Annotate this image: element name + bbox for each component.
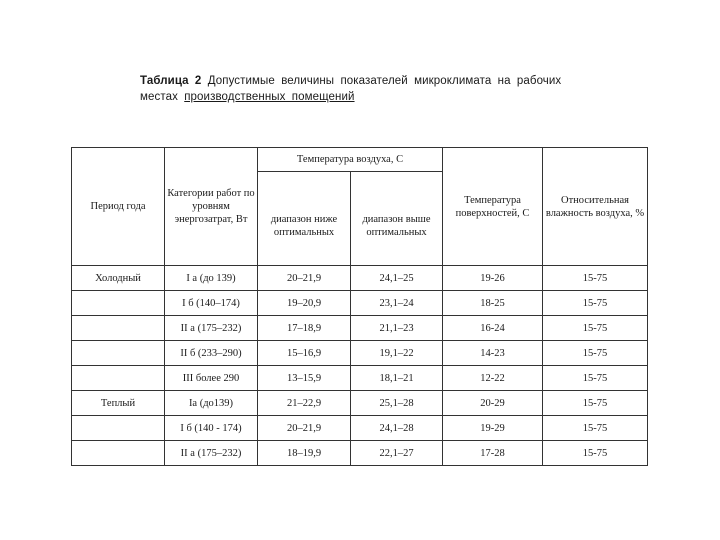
cell-below: 13–15,9 bbox=[258, 366, 351, 391]
cell-period bbox=[72, 341, 165, 366]
cell-surface: 20-29 bbox=[443, 391, 543, 416]
table-row bbox=[72, 416, 648, 441]
header-period: Период года bbox=[72, 148, 165, 266]
header-range-below: диапазон ниже оптимальных bbox=[258, 172, 351, 266]
cell-below: 15–16,9 bbox=[258, 341, 351, 366]
cell-surface: 14-23 bbox=[443, 341, 543, 366]
table-row bbox=[72, 291, 648, 316]
microclimate-table bbox=[71, 147, 648, 466]
cell-surface: 17-28 bbox=[443, 441, 543, 466]
table-row bbox=[72, 366, 648, 391]
cell-period bbox=[72, 316, 165, 341]
cell-below: 17–18,9 bbox=[258, 316, 351, 341]
cell-humidity: 15-75 bbox=[543, 391, 648, 416]
cell-period: Холодный bbox=[72, 266, 165, 291]
cell-above: 24,1–25 bbox=[351, 266, 443, 291]
caption-text-underlined: производственных помещений bbox=[184, 91, 355, 103]
cell-below: 21–22,9 bbox=[258, 391, 351, 416]
cell-period: Теплый bbox=[72, 391, 165, 416]
header-surface-temp: Температура поверхностей, С bbox=[443, 148, 543, 266]
cell-category: I б (140 - 174) bbox=[165, 416, 258, 441]
table-row bbox=[72, 391, 648, 416]
cell-period bbox=[72, 291, 165, 316]
header-category: Категории работ по уровням энергозатрат, Вт bbox=[165, 148, 258, 266]
cell-above: 22,1–27 bbox=[351, 441, 443, 466]
cell-surface: 19-29 bbox=[443, 416, 543, 441]
cell-category: II а (175–232) bbox=[165, 316, 258, 341]
cell-above: 24,1–28 bbox=[351, 416, 443, 441]
cell-above: 25,1–28 bbox=[351, 391, 443, 416]
header-air-temp: Температура воздуха, С bbox=[258, 148, 443, 172]
table-caption bbox=[140, 73, 590, 105]
cell-humidity: 15-75 bbox=[543, 416, 648, 441]
cell-below: 18–19,9 bbox=[258, 441, 351, 466]
table-row bbox=[72, 316, 648, 341]
cell-surface: 18-25 bbox=[443, 291, 543, 316]
cell-category: Iа (до139) bbox=[165, 391, 258, 416]
cell-humidity: 15-75 bbox=[543, 341, 648, 366]
cell-above: 23,1–24 bbox=[351, 291, 443, 316]
header-humidity: Относительная влажность воздуха, % bbox=[543, 148, 648, 266]
cell-category: II а (175–232) bbox=[165, 441, 258, 466]
cell-above: 19,1–22 bbox=[351, 341, 443, 366]
cell-category: I а (до 139) bbox=[165, 266, 258, 291]
caption-label: Таблица 2 bbox=[140, 75, 202, 87]
cell-surface: 16-24 bbox=[443, 316, 543, 341]
cell-period bbox=[72, 416, 165, 441]
header-range-above: диапазон выше оптимальных bbox=[351, 172, 443, 266]
cell-below: 20–21,9 bbox=[258, 416, 351, 441]
cell-period bbox=[72, 441, 165, 466]
cell-above: 18,1–21 bbox=[351, 366, 443, 391]
header-row-top bbox=[72, 148, 648, 172]
cell-surface: 19-26 bbox=[443, 266, 543, 291]
cell-category: III более 290 bbox=[165, 366, 258, 391]
cell-humidity: 15-75 bbox=[543, 266, 648, 291]
cell-humidity: 15-75 bbox=[543, 441, 648, 466]
table-row bbox=[72, 441, 648, 466]
cell-category: II б (233–290) bbox=[165, 341, 258, 366]
table-row bbox=[72, 266, 648, 291]
cell-period bbox=[72, 366, 165, 391]
cell-above: 21,1–23 bbox=[351, 316, 443, 341]
cell-below: 19–20,9 bbox=[258, 291, 351, 316]
cell-surface: 12-22 bbox=[443, 366, 543, 391]
cell-below: 20–21,9 bbox=[258, 266, 351, 291]
table-row bbox=[72, 341, 648, 366]
caption-text: Допустимые величины показателей микроклимата на рабочих местах bbox=[140, 75, 562, 103]
cell-category: I б (140–174) bbox=[165, 291, 258, 316]
cell-humidity: 15-75 bbox=[543, 366, 648, 391]
cell-humidity: 15-75 bbox=[543, 291, 648, 316]
cell-humidity: 15-75 bbox=[543, 316, 648, 341]
